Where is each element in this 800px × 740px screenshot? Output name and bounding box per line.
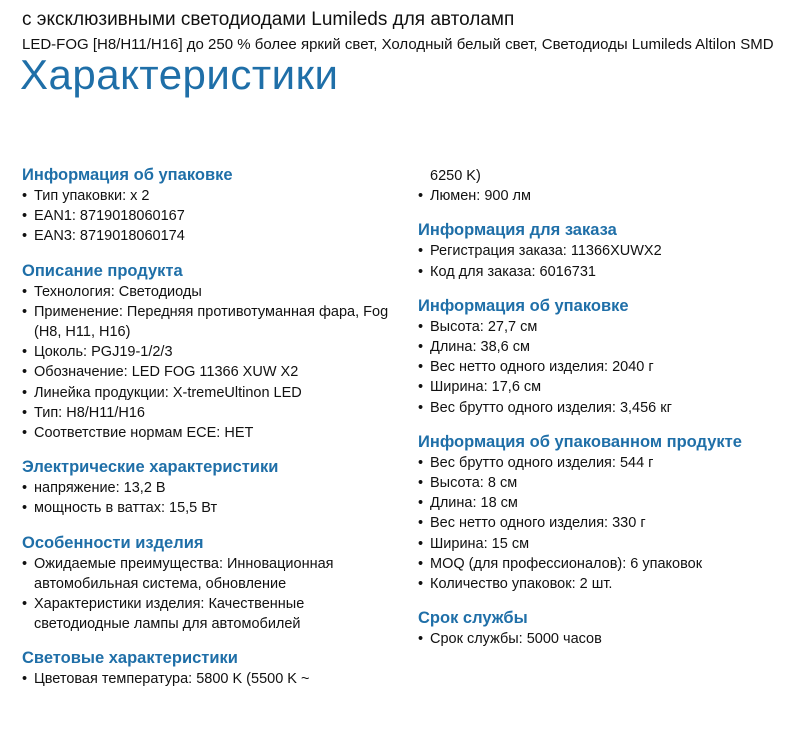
list-item: • Срок службы: 5000 часов: [418, 629, 788, 649]
spec-section: [22, 166, 402, 247]
spec-list: [22, 669, 402, 689]
section-title: Информация для заказа: [418, 221, 617, 240]
list-item: • Тип: H8/H11/H16: [22, 403, 402, 423]
list-item: • Высота: 27,7 см: [418, 317, 788, 337]
section-title: Информация об упаковке: [22, 166, 233, 184]
list-item: • Вес нетто одного изделия: 330 г: [418, 513, 788, 533]
spec-list: [22, 186, 402, 247]
list-item: • Ширина: 17,6 см: [418, 377, 788, 397]
spec-list: [418, 241, 788, 281]
list-item: • Длина: 18 см: [418, 493, 788, 513]
spec-section: [418, 297, 788, 418]
spec-list: [418, 629, 788, 649]
section-title: Электрические характеристики: [22, 458, 279, 477]
list-item: • EAN1: 8719018060167: [22, 206, 402, 226]
list-item: • Технология: Светодиоды: [22, 282, 402, 302]
section-title: Описание продукта: [22, 261, 183, 280]
list-item: • Люмен: 900 лм: [418, 186, 788, 206]
left-column: [22, 166, 402, 705]
spec-section: [22, 534, 402, 635]
list-item: • Вес брутто одного изделия: 3,456 кг: [418, 398, 788, 418]
list-item: • напряжение: 13,2 В: [22, 478, 402, 498]
spec-section: [418, 221, 788, 281]
list-item: • Обозначение: LED FOG 11366 XUW X2: [22, 362, 402, 382]
section-title: Срок службы: [418, 609, 528, 628]
spec-section: [22, 649, 402, 689]
spec-section: [418, 433, 788, 594]
product-subtitle: с эксклюзивными светодиодами Lumileds для автоламп: [22, 9, 515, 30]
section-title: Информация об упаковке: [418, 296, 629, 315]
list-item: • Вес брутто одного изделия: 544 г: [418, 453, 788, 473]
spec-section: [22, 458, 402, 518]
spec-section: [22, 262, 402, 444]
list-item: • Количество упаковок: 2 шт.: [418, 574, 788, 594]
list-item: • Характеристики изделия: Качественные светодиодные лампы для автомобилей: [22, 594, 402, 634]
list-item: • Применение: Передняя противотуманная фара, Fog (H8, H11, H16): [22, 302, 402, 342]
section-title: Световые характеристики: [22, 649, 238, 668]
spec-list: [22, 478, 402, 518]
list-item: • Длина: 38,6 см: [418, 337, 788, 357]
page-header: [22, 8, 792, 98]
spec-section: [418, 609, 788, 649]
list-item-continuation: 6250 K): [430, 168, 481, 184]
spec-list: [418, 453, 788, 594]
spec-list: [418, 166, 788, 206]
list-item: • Соответствие нормам ECE: НЕТ: [22, 423, 402, 443]
spec-list: [418, 317, 788, 418]
list-item: • Ширина: 15 см: [418, 534, 788, 554]
list-item: • мощность в ваттах: 15,5 Вт: [22, 498, 402, 518]
list-item: • Линейка продукции: X-tremeUltinon LED: [22, 383, 402, 403]
product-description: LED-FOG [H8/H11/H16] до 250 % более яркий свет, Холодный белый свет, Светодиоды Lumileds Altilon SMD: [22, 36, 774, 53]
right-column: [418, 166, 788, 664]
list-item: • Цветовая температура: 5800 K (5500 K ~: [22, 669, 402, 689]
spec-list: [22, 282, 402, 444]
list-item: • Высота: 8 см: [418, 473, 788, 493]
list-item: • Тип упаковки: x 2: [22, 186, 402, 206]
list-item: • Регистрация заказа: 11366XUWX2: [418, 241, 788, 261]
list-item: • Цоколь: PGJ19-1/2/3: [22, 342, 402, 362]
page-title: Характеристики: [20, 51, 339, 98]
spec-list: [22, 554, 402, 635]
list-item: • MOQ (для профессионалов): 6 упаковок: [418, 554, 788, 574]
list-item: • Ожидаемые преимущества: Инновационная автомобильная система, обновление: [22, 554, 402, 594]
spec-section: [418, 166, 788, 206]
list-item: • EAN3: 8719018060174: [22, 226, 402, 246]
section-title: Особенности изделия: [22, 533, 204, 552]
list-item: • Код для заказа: 6016731: [418, 262, 788, 282]
list-item: • Вес нетто одного изделия: 2040 г: [418, 357, 788, 377]
section-title: Информация об упакованном продукте: [418, 432, 742, 451]
